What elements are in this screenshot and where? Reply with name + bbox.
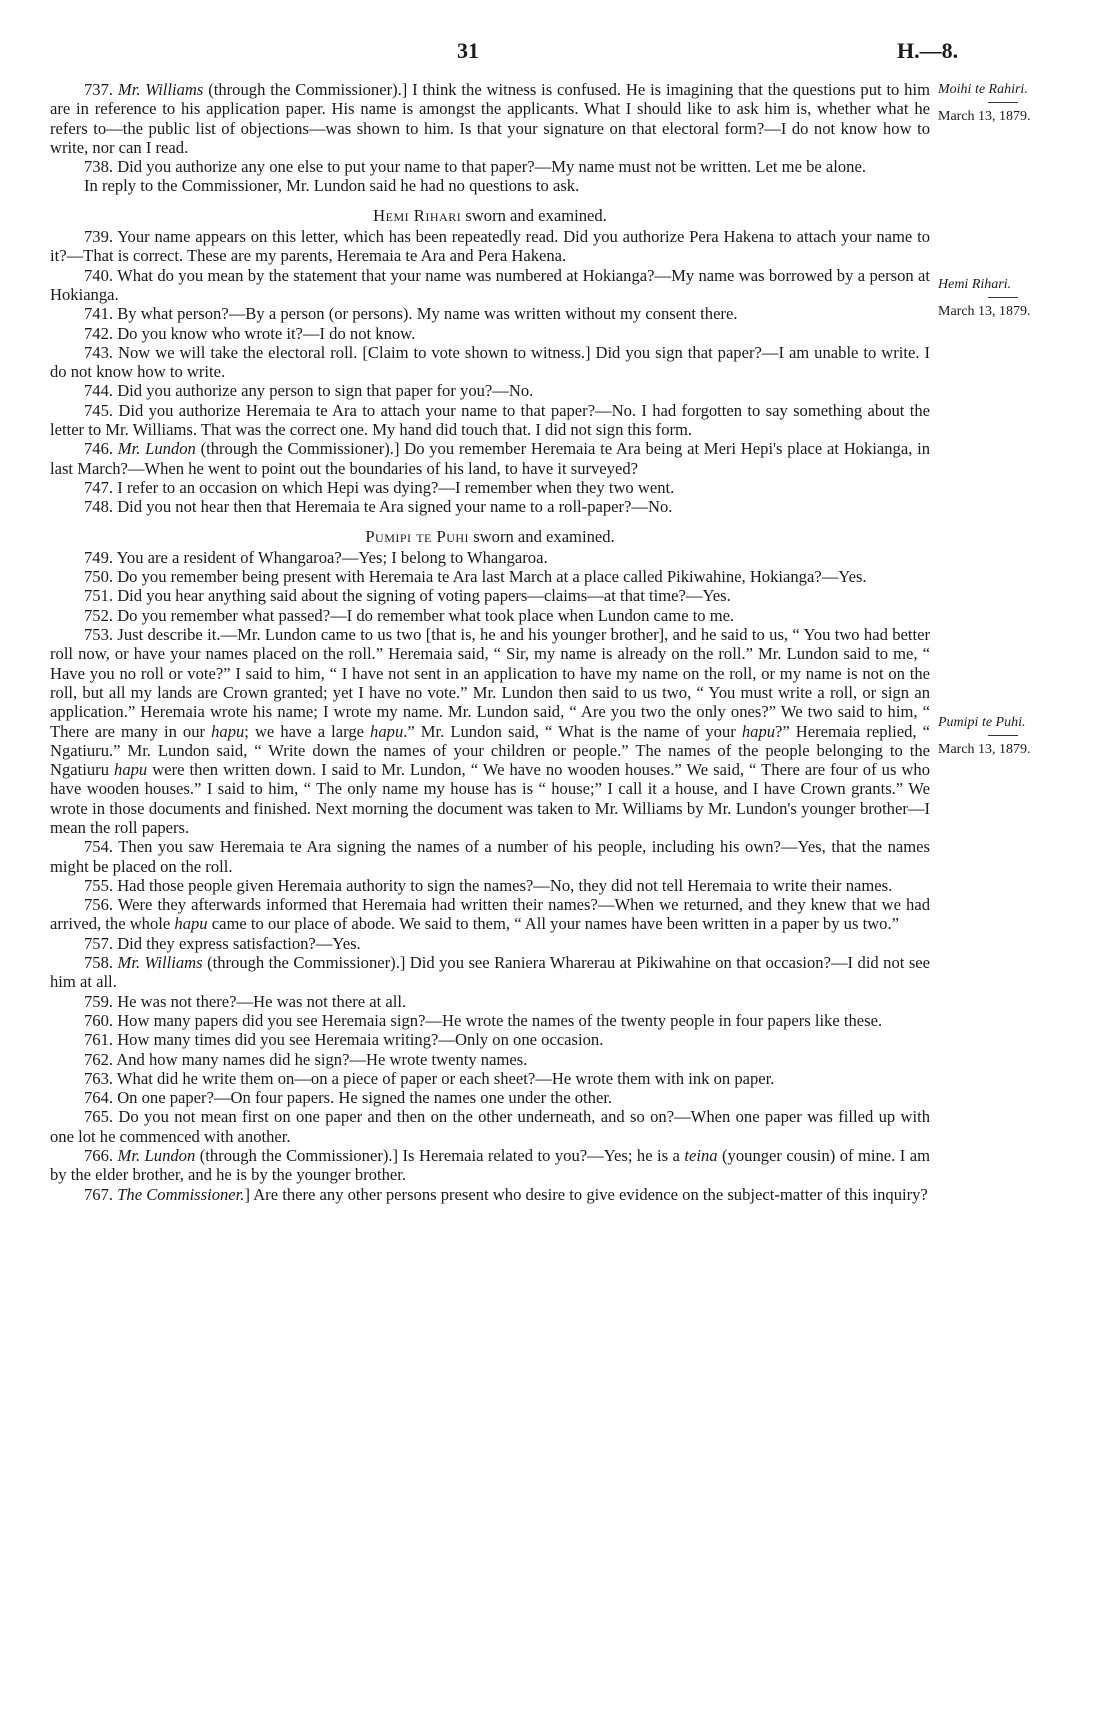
paragraph-749: 749. You are a resident of Whangaroa?—Yes; I belong to Whangaroa. [84,547,548,567]
paragraph-762: 762. And how many names did he sign?—He wrote twenty names. [84,1049,528,1069]
paragraph-741: 741. By what person?—By a person (or persons). My name was written without my consent there. [84,304,738,324]
paragraph-761: 761. How many times did you see Heremaia writing?—Only on one occasion. [84,1030,604,1050]
speaker: Mr. Williams [117,953,203,973]
reply-note: In reply to the Commissioner, Mr. Lundon said he had no questions to ask. [84,176,580,196]
paragraph-744: 744. Did you authorize any person to sign that paper for you?—No. [84,381,534,401]
main-text [50,80,930,1204]
paragraph-756: 756. Were they afterwards informed that Heremaia had written their names?—When we returned, and they knew that we had arrived, the whole hapu came to our place of abode. We said to them, “ All your names have been written in a paper by us two.” [50,895,930,934]
margin-note-name: Pumipi te Puhi. [938,715,1026,730]
paragraph-766: 766. Mr. Lundon (through the Commissioner).] Is Heremaia related to you?—Yes; he is a teina (younger cousin) of mine. I am by the elder brother, and he is by the younger brother. [50,1146,931,1185]
margin-note-rule [988,297,1018,298]
page-header [0,38,1114,68]
page-number: 31 [457,38,479,63]
paragraph-746: 746. Mr. Lundon (through the Commissioner).] Do you remember Heremaia te Ara being at Meri Hepi's place at Hokianga, in last March?—When he went to point out the boundaries of his land, to have it surveyed? [50,439,931,478]
paragraph-765: 765. Do you not mean first on one paper and then on the other underneath, and so on?—When one paper was filled up with one lot he commenced with another. [50,1107,930,1146]
speaker: Mr. Lundon [117,439,196,459]
paragraph-740: 740. What do you mean by the statement that your name was numbered at Hokianga?—My name was borrowed by a person at Hokianga. [50,265,930,304]
margin-note-moihi [938,80,1088,126]
paragraph-763: 763. What did he write them on—on a piece of paper or each sheet?—He wrote them with ink on paper. [84,1068,775,1088]
speaker: Mr. Lundon [117,1146,196,1166]
speaker: The Commissioner. [117,1184,245,1204]
margin-note-date: March 13, 1879. [938,742,1031,757]
paragraph-767: 767. The Commissioner.] Are there any other persons present who desire to give evidence on the subject-matter of this inquiry? [84,1184,928,1204]
paragraph-759: 759. He was not there?—He was not there at all. [84,991,407,1011]
margin-note-name: Hemi Rihari. [938,277,1012,292]
paragraph-758: 758. Mr. Williams (through the Commissioner).] Did you see Raniera Wharerau at Pikiwahine on that occasion?—I did not see him at all. [50,953,931,992]
margin-note-rule [988,735,1018,736]
paragraph-757: 757. Did they express satisfaction?—Yes. [84,933,361,953]
paragraph-751: 751. Did you hear anything said about the signing of voting papers—claims—at that time?—Yes. [84,586,731,606]
margin-note-date: March 13, 1879. [938,109,1031,124]
paragraph-753: 753. Just describe it.—Mr. Lundon came to us two [that is, he and his younger brother], and he said to us, “ You two had better roll now, or have your names placed on the roll.” Heremaia said, “ Sir, my name is already on the roll.” Mr. Lundon said to me, “ Have you no roll or vote?” I said to him, “ I have not sent in an application to have my name on the roll, or my name is not on the roll, but all my lands are Crown granted; yet I have no vote.” Mr. Lundon then said to us two, “ You must write a roll, or sign an application.” Heremaia wrote his name; I wrote my name. Mr. Lundon said, “ Are you two the only ones?” We two said to him, “ There are many in our hapu; we have a large hapu.” Mr. Lundon said, “ What is the name of your hapu?” Heremaia replied, “ Ngatiuru.” Mr. Lundon said, “ Write down the names of your children or people.” The names of the people belonging to the Ngatiuru hapu were then written down. I said to Mr. Lundon, “ We have no wooden houses.” We said, “ There are four of us who have wooden houses.” I said to him, “ The only name my house has is “ house;” I call it a house, and I have Crown grants.” We wrote in those documents and finished. Next morning the document was taken to Mr. Williams by Mr. Lundon's younger brother—I mean the roll papers. [50,625,931,837]
paragraph-745: 745. Did you authorize Heremaia te Ara to attach your name to that paper?—No. I had forgotten to say something about the letter to Mr. Williams. That was the correct one. My hand did touch that. I did not sign this form. [50,400,930,440]
witness-heading-pumipi: Pumipi te Puhi sworn and examined. [365,526,615,546]
paragraph-760: 760. How many papers did you see Heremaia sign?—He wrote the names of the twenty people in four papers like these. [84,1010,883,1030]
paragraph-747: 747. I refer to an occasion on which Hepi was dying?—I remember when they two went. [84,477,675,497]
paragraph-742: 742. Do you know who wrote it?—I do not know. [84,323,416,343]
margin-note-pumipi [938,713,1088,759]
paragraph-764: 764. On one paper?—On four papers. He signed the names one under the other. [84,1088,613,1108]
paragraph-748: 748. Did you not hear then that Heremaia te Ara signed your name to a roll-paper?—No. [84,497,673,517]
margin-note-hemi [938,275,1088,321]
margin-note-rule [988,102,1018,103]
paragraph-755: 755. Had those people given Heremaia authority to sign the names?—No, they did not tell Heremaia to write their names. [84,875,893,895]
paragraph-738: 738. Did you authorize any one else to put your name to that paper?—My name must not be written. Let me be alone. [84,157,866,177]
paragraph-743: 743. Now we will take the electoral roll. [Claim to vote shown to witness.] Did you sign that paper?—I am unable to write. I do not know how to write. [50,342,930,382]
witness-heading-hemi: Hemi Rihari sworn and examined. [373,205,607,225]
margin-note-date: March 13, 1879. [938,304,1031,319]
margin-note-name: Moihi te Rahiri. [938,82,1028,97]
paragraph-750: 750. Do you remember being present with Heremaia te Ara last March at a place called Pikiwahine, Hokianga?—Yes. [84,567,867,587]
paragraph-737: 737. Mr. Williams (through the Commissioner).] I think the witness is confused. He is imagining that the questions put to him are in reference to his application paper. His name is amongst the applicants. What I should like to ask him is, whether what he refers to—the public list of objections—was shown to him. Is that your signature on that electoral form?—I do not know how to write, nor can I read. [50,80,930,157]
paragraph-739: 739. Your name appears on this letter, which has been repeatedly read. Did you authorize Pera Hakena to attach your name to it?—That is correct. These are my parents, Heremaia te Ara and Pera Hakena. [50,227,930,266]
paragraph-752: 752. Do you remember what passed?—I do remember what took place when Lundon came to me. [84,605,735,625]
paragraph-754: 754. Then you saw Heremaia te Ara signing the names of a number of his people, including his own?—Yes, that the names might be placed on the roll. [50,837,930,876]
speaker: Mr. Williams [117,80,204,99]
document-reference: H.—8. [897,38,959,63]
